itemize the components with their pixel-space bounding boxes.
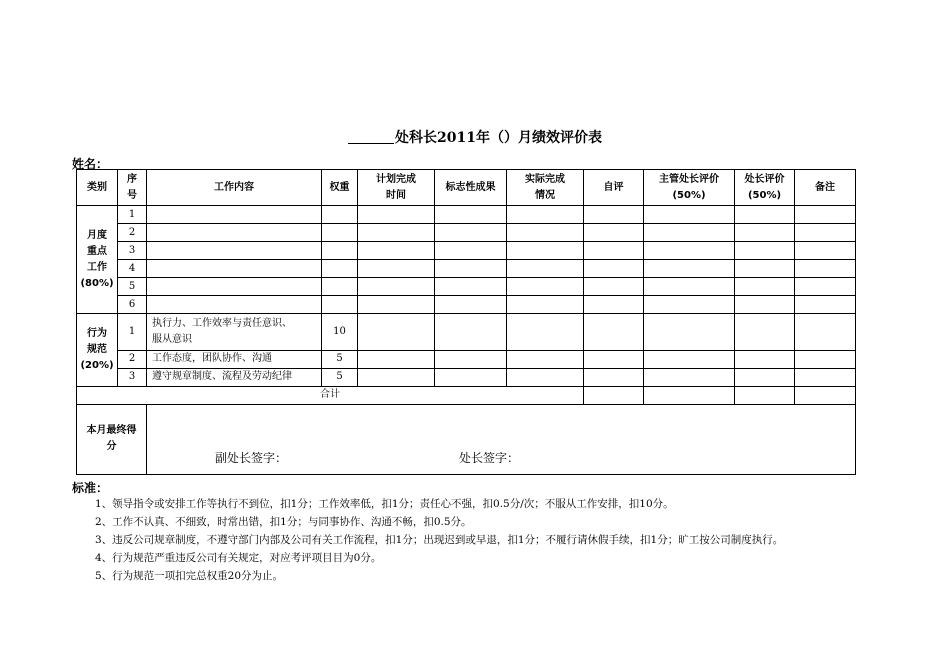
total-self-eval[interactable]	[584, 386, 644, 404]
header-plan-time: 计划完成 时间	[358, 170, 435, 206]
seq-cell: 5	[118, 278, 147, 296]
table-row	[77, 368, 856, 386]
table-row	[77, 278, 856, 296]
seq-cell: 3	[118, 242, 147, 260]
director-signature-label: 处长签字：	[459, 450, 520, 465]
seq-cell: 3	[118, 368, 147, 386]
category-behavior: 行为 规范 (20%)	[77, 314, 118, 386]
table-row	[77, 224, 856, 242]
seq-cell: 4	[118, 260, 147, 278]
weight-cell: 10	[322, 314, 358, 350]
header-category: 类别	[77, 170, 118, 206]
title-text: 处科长2011年（）月绩效评价表	[395, 130, 602, 146]
total-director-eval[interactable]	[735, 386, 795, 404]
weight-cell: 5	[322, 350, 358, 368]
content-cell[interactable]	[147, 278, 322, 296]
content-cell[interactable]	[147, 206, 322, 224]
table-header-row	[77, 170, 856, 206]
deputy-signature-label: 副处长签字：	[215, 450, 288, 465]
table-row	[77, 350, 856, 368]
content-cell[interactable]	[147, 242, 322, 260]
standard-item: 2、工作不认真、不细致，时常出错，扣1分；与同事协作、沟通不畅，扣0.5分。	[95, 516, 472, 528]
weight-cell: 5	[322, 368, 358, 386]
content-cell: 执行力、工作效率与责任意识、 服从意识	[147, 314, 322, 350]
category-monthly: 月度 重点 工作 (80%)	[77, 206, 118, 314]
final-score-row	[77, 404, 856, 474]
standard-item: 5、行为规范一项扣完总权重20分为止。	[95, 570, 284, 582]
header-self-eval: 自评	[584, 170, 644, 206]
standard-item: 1、领导指令或安排工作等执行不到位，扣1分；工作效率低，扣1分；责任心不强，扣0.5分/次；不服从工作安排，扣10分。	[95, 498, 674, 510]
table-row	[77, 260, 856, 278]
evaluation-table	[76, 169, 856, 475]
content-cell[interactable]	[147, 224, 322, 242]
total-row	[77, 386, 856, 404]
content-cell[interactable]	[147, 296, 322, 314]
content-cell[interactable]	[147, 260, 322, 278]
seq-cell: 2	[118, 224, 147, 242]
signature-cell[interactable]	[147, 404, 856, 474]
standards-label: 标准：	[72, 481, 109, 495]
final-score-label: 本月最终得 分	[77, 404, 147, 474]
seq-cell: 1	[118, 206, 147, 224]
seq-cell: 6	[118, 296, 147, 314]
title-blank-line	[348, 129, 394, 144]
page-title	[0, 127, 950, 147]
table-row	[77, 206, 856, 224]
header-seq: 序 号	[118, 170, 147, 206]
header-actual: 实际完成 情况	[507, 170, 584, 206]
total-label: 合计	[77, 386, 584, 404]
content-cell: 遵守规章制度、流程及劳动纪律	[147, 368, 322, 386]
table-row	[77, 314, 856, 350]
header-remark: 备注	[795, 170, 856, 206]
name-label: 姓名：	[72, 157, 109, 171]
seq-cell: 2	[118, 350, 147, 368]
standard-item: 4、行为规范严重违反公司有关规定，对应考评项目目为0分。	[95, 552, 382, 564]
header-content: 工作内容	[147, 170, 322, 206]
standard-item: 3、违反公司规章制度，不遵守部门内部及公司有关工作流程，扣1分；出现迟到或早退，扣1分；不履行请休假手续，扣1分；旷工按公司制度执行。	[95, 534, 784, 546]
total-remark[interactable]	[795, 386, 856, 404]
table-row	[77, 242, 856, 260]
header-milestone: 标志性成果	[435, 170, 507, 206]
content-cell: 工作态度，团队协作、沟通	[147, 350, 322, 368]
seq-cell: 1	[118, 314, 147, 350]
header-supervisor-eval: 主管处长评价 (50%)	[644, 170, 735, 206]
header-director-eval: 处长评价 (50%)	[735, 170, 795, 206]
header-weight: 权重	[322, 170, 358, 206]
total-supervisor-eval[interactable]	[644, 386, 735, 404]
table-row	[77, 296, 856, 314]
